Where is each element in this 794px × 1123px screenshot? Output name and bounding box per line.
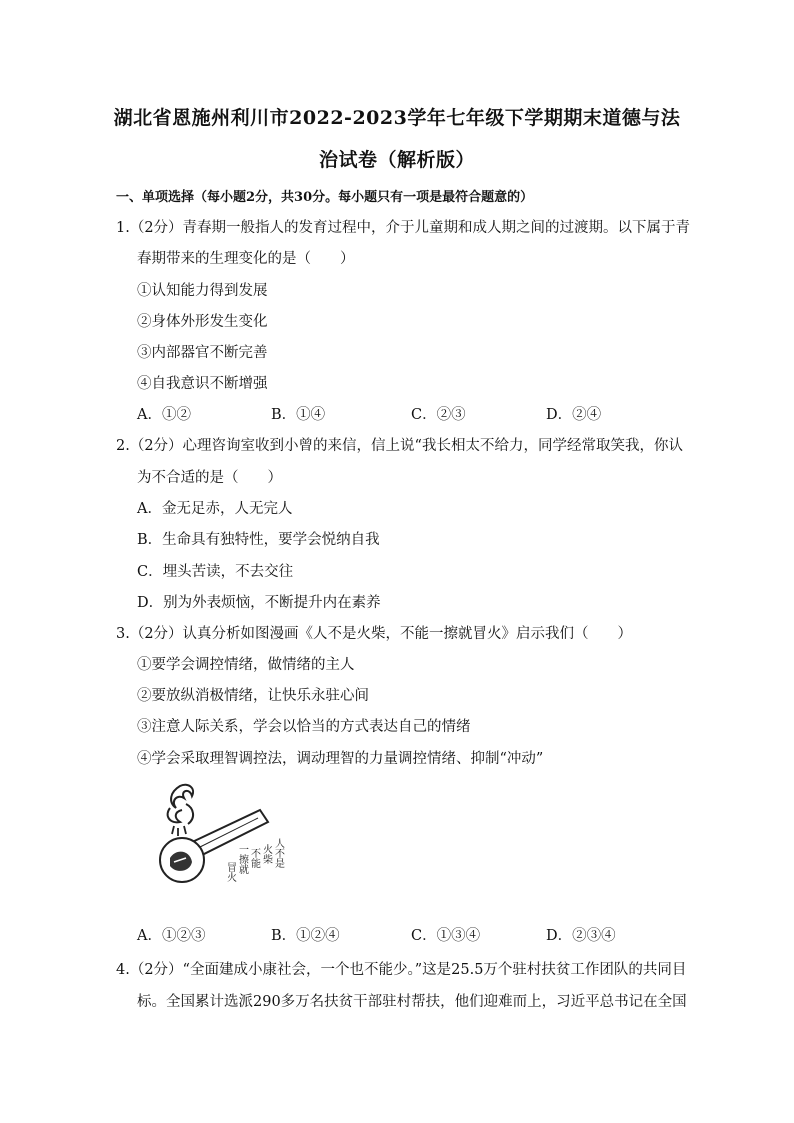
q2-option-d[interactable]: D．别为外表烦恼，不断提升内在素养 xyxy=(137,595,381,611)
matchstick-cartoon-image xyxy=(140,778,290,898)
q3-choice-d[interactable]: D．②③④ xyxy=(546,928,616,944)
q3-choice-b[interactable]: B．①②④ xyxy=(271,928,340,944)
cartoon-text-col-3: 不能 xyxy=(248,848,260,868)
cartoon-text-col-2: 火柴 xyxy=(260,844,272,864)
q3-stem-line-1: 3.（2分）认真分析如图漫画《人不是火柴，不能一擦就冒火》启示我们（ ） xyxy=(116,626,633,642)
q3-choice-c[interactable]: C．①③④ xyxy=(411,928,481,944)
q1-item-1: ①认知能力得到发展 xyxy=(137,283,268,299)
q4-stem-line-1: 4.（2分）“全面建成小康社会，一个也不能少。”这是25.5万个驻村扶贫工作团队的共同目 xyxy=(116,962,687,978)
q2-stem-line-2: 为不合适的是（ ） xyxy=(137,470,282,486)
q1-choice-d[interactable]: D．②④ xyxy=(546,407,602,423)
q1-choice-b[interactable]: B．①④ xyxy=(271,407,326,423)
doc-title-line-1: 湖北省恩施州利川市2022-2023学年七年级下学期期末道德与法 xyxy=(113,107,681,129)
q1-choice-a[interactable]: A．①② xyxy=(137,407,191,423)
q1-stem-line-1: 1.（2分）青春期一般指人的发育过程中，介于儿童期和成人期之间的过渡期。以下属于青 xyxy=(116,220,691,236)
q3-item-1: ①要学会调控情绪，做情绪的主人 xyxy=(137,657,355,673)
q1-choice-c[interactable]: C．②③ xyxy=(411,407,466,423)
q2-option-a[interactable]: A．金无足赤，人无完人 xyxy=(137,501,293,517)
q4-stem-line-2: 标。全国累计选派290多万名扶贫干部驻村帮扶，他们迎难而上，习近平总书记在全国 xyxy=(137,994,687,1010)
doc-title-line-2: 治试卷（解析版） xyxy=(318,149,475,171)
q1-item-2: ②身体外形发生变化 xyxy=(137,314,268,330)
q1-item-4: ④自我意识不断增强 xyxy=(137,376,268,392)
q3-choice-a[interactable]: A．①②③ xyxy=(137,928,206,944)
q1-stem-line-2: 春期带来的生理变化的是（ ） xyxy=(137,251,355,267)
cartoon-text-col-4: 一擦就 xyxy=(236,844,248,874)
q2-stem-line-1: 2.（2分）心理咨询室收到小曾的来信，信上说“我长相太不给力，同学经常取笑我，你认 xyxy=(116,438,683,454)
section-heading: 一、单项选择（每小题2分，共30分。每小题只有一项是最符合题意的） xyxy=(116,190,534,205)
q3-item-4: ④学会采取理智调控法，调动理智的力量调控情绪、抑制“冲动” xyxy=(137,751,544,767)
cartoon-text-col-5: 冒火 xyxy=(224,862,236,882)
q3-item-3: ③注意人际关系，学会以恰当的方式表达自己的情绪 xyxy=(137,719,471,735)
q2-option-b[interactable]: B．生命具有独特性，要学会悦纳自我 xyxy=(137,532,380,548)
q1-item-3: ③内部器官不断完善 xyxy=(137,345,268,361)
q2-option-c[interactable]: C．埋头苦读，不去交往 xyxy=(137,564,294,580)
cartoon-text-col-1: 人不是 xyxy=(272,838,284,868)
q3-item-2: ②要放纵消极情绪，让快乐永驻心间 xyxy=(137,688,369,704)
